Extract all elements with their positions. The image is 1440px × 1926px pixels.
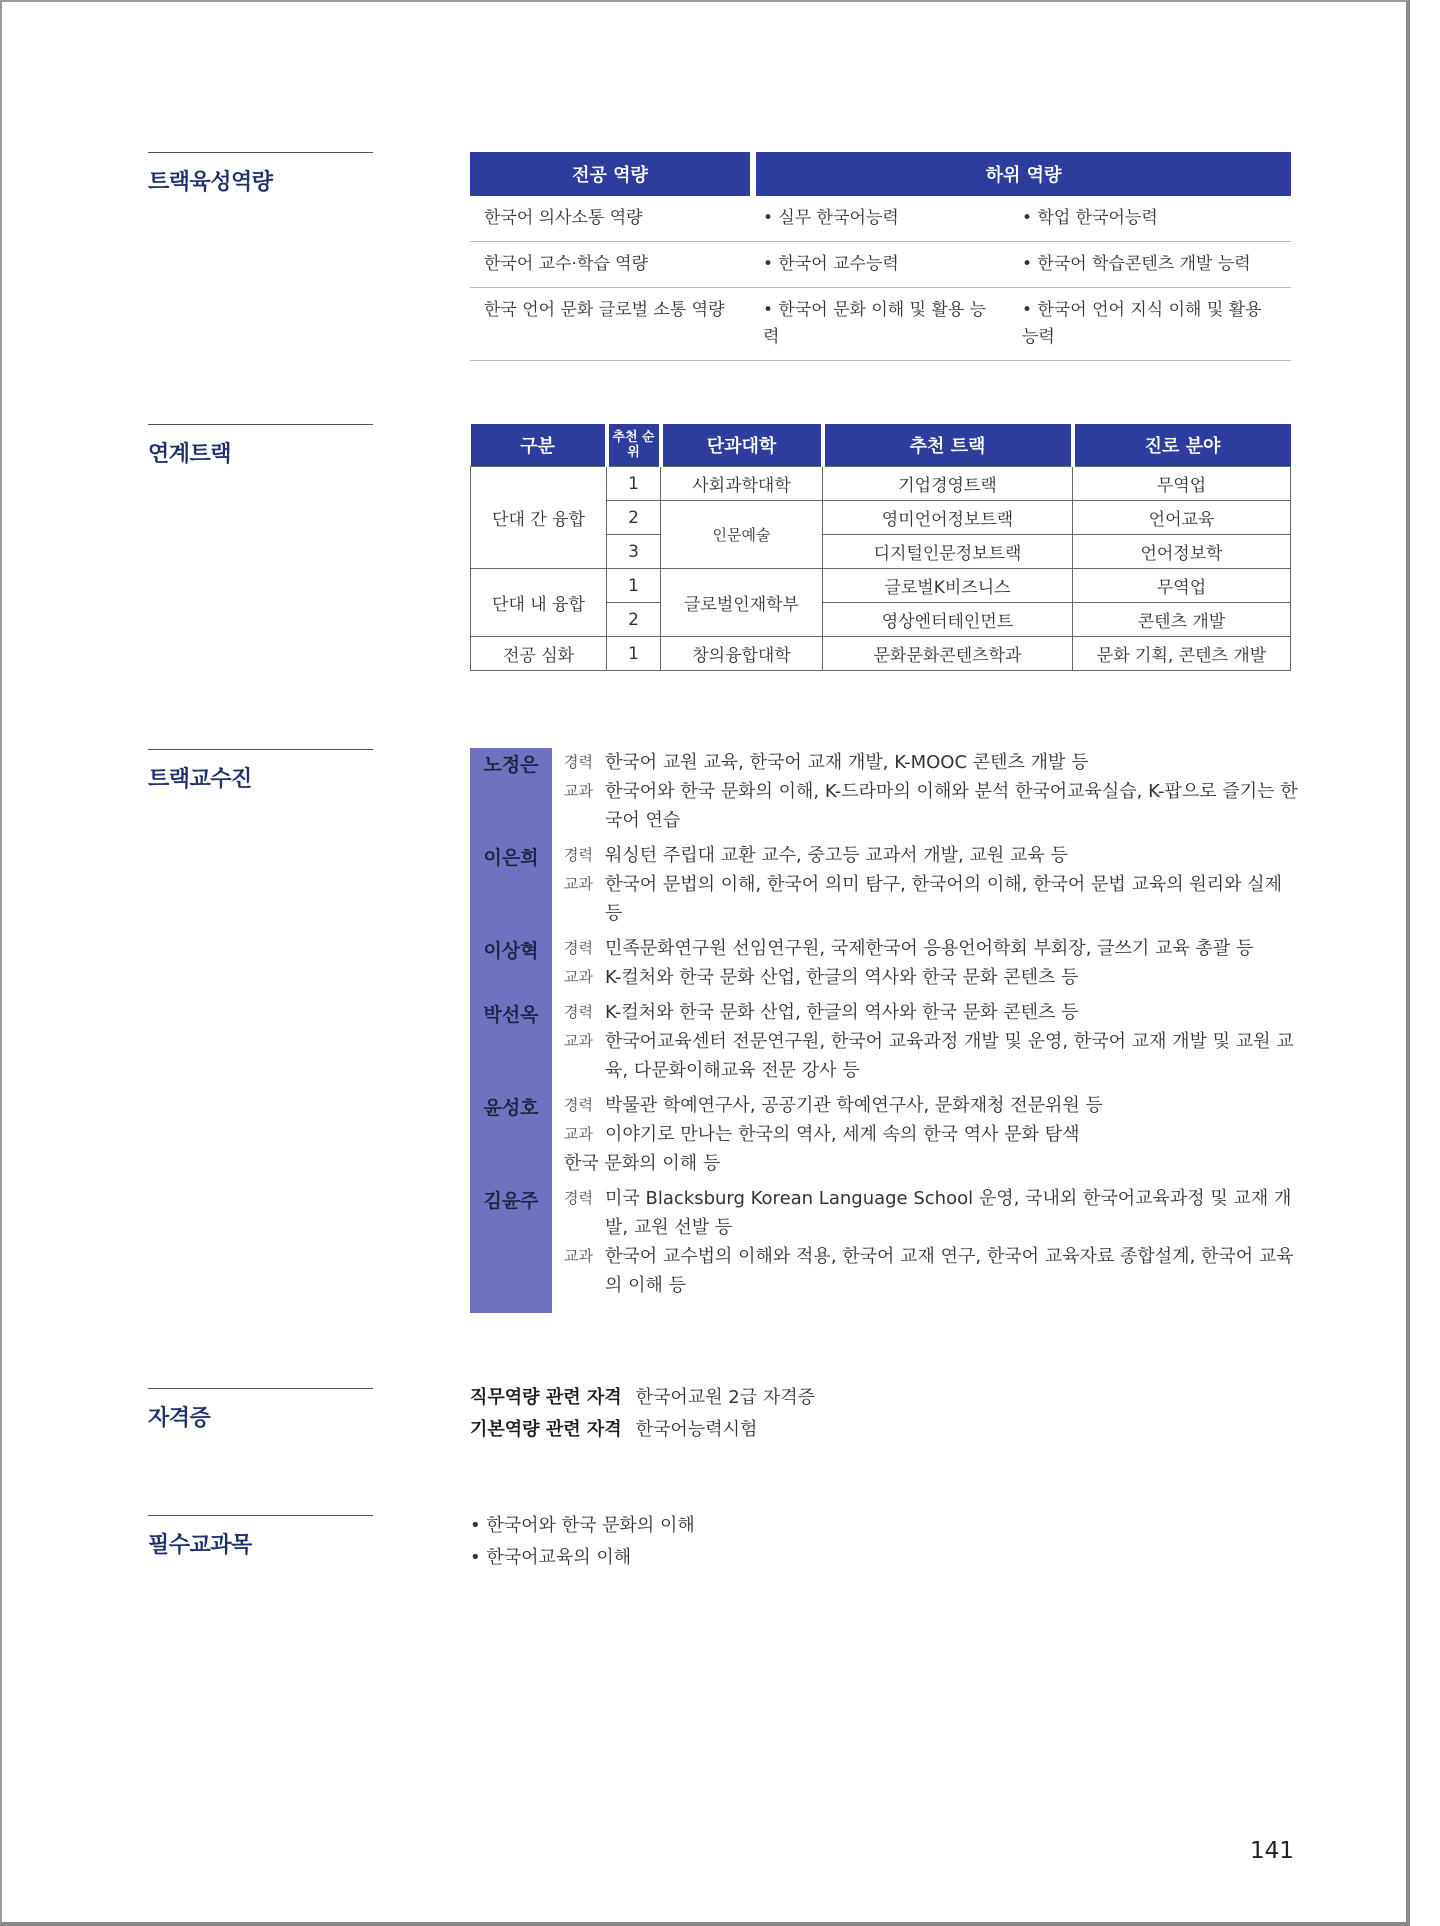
required-courses (470, 1510, 695, 1574)
header-rank: 추천 순위 (607, 424, 661, 467)
section-heading-required: 필수교과목 (148, 1515, 373, 1559)
section-heading-linked-track: 연계트랙 (148, 424, 373, 468)
faculty-entry (470, 841, 1300, 928)
rank-cell: 3 (607, 535, 661, 569)
sub-cell: • 한국어 언어 지식 이해 및 활용 능력 (1012, 288, 1291, 361)
group-cell: 단대 간 융합 (471, 467, 607, 569)
faculty-career: 한국어 교원 교육, 한국어 교재 개발, K-MOOC 콘텐츠 개발 등 (605, 752, 1089, 773)
header-track: 추천 트랙 (823, 424, 1073, 467)
rank-cell: 2 (607, 501, 661, 535)
faculty-course: 이야기로 만나는 한국의 역사, 세계 속의 한국 역사 문화 탐색 (605, 1124, 1080, 1145)
section-heading-faculty: 트랙교수진 (148, 749, 373, 793)
header-college: 단과대학 (661, 424, 823, 467)
faculty-career: 미국 Blacksburg Korean Language School 운영, 국내외 한국어교육과정 및 교재 개발, 교원 선발 등 (605, 1188, 1292, 1238)
career-cell: 언어교육 (1073, 501, 1291, 535)
track-cell: 영미언어정보트랙 (823, 501, 1073, 535)
sub-cell: • 한국어 문화 이해 및 활용 능력 (753, 288, 1012, 361)
career-tag: 경력 (564, 753, 593, 771)
faculty-name: 이상혁 (483, 940, 539, 962)
header-career: 진로 분야 (1073, 424, 1291, 467)
faculty-course: 한국어교육센터 전문연구원, 한국어 교육과정 개발 및 운영, 한국어 교재 개발 및 교원 교육, 다문화이해교육 전문 강사 등 (605, 1031, 1294, 1081)
list-item: • 한국어교육의 이해 (470, 1547, 632, 1568)
faculty-name: 노정은 (483, 754, 539, 776)
basic-cert-label: 기본역량 관련 자격 (470, 1419, 622, 1440)
course-tag: 교과 (564, 1247, 593, 1265)
course-tag: 교과 (564, 875, 593, 893)
linked-track-table (470, 424, 1291, 671)
table-row (470, 196, 1291, 242)
college-cell: 사회과학대학 (661, 467, 823, 501)
job-cert-value: 한국어교원 2급 자격증 (635, 1387, 816, 1408)
major-cell: 한국 언어 문화 글로벌 소통 역량 (470, 288, 753, 361)
sub-cell: • 한국어 교수능력 (753, 242, 1012, 288)
group-cell: 전공 심화 (471, 637, 607, 671)
section-heading-certification: 자격증 (148, 1388, 373, 1432)
faculty-list (470, 748, 1300, 1306)
table-row (471, 467, 1291, 501)
header-sub-competency: 하위 역량 (753, 152, 1291, 196)
faculty-entry (470, 1184, 1300, 1300)
college-cell: 인문예술 (661, 501, 823, 569)
track-cell: 문화문화콘텐츠학과 (823, 637, 1073, 671)
course-tag: 교과 (564, 1125, 593, 1143)
page-number: 141 (1250, 1838, 1294, 1864)
rank-cell: 1 (607, 569, 661, 603)
header-category: 구분 (471, 424, 607, 467)
faculty-name: 윤성호 (483, 1097, 539, 1119)
career-cell: 무역업 (1073, 569, 1291, 603)
career-tag: 경력 (564, 1189, 593, 1207)
career-tag: 경력 (564, 1003, 593, 1021)
college-cell: 창의융합대학 (661, 637, 823, 671)
faculty-name: 김윤주 (483, 1190, 539, 1212)
faculty-course: 한국어 교수법의 이해와 적용, 한국어 교재 연구, 한국어 교육자료 종합설계, 한국어 교육의 이해 등 (605, 1246, 1294, 1296)
header-major-competency: 전공 역량 (470, 152, 753, 196)
track-cell: 기업경영트랙 (823, 467, 1073, 501)
track-cell: 디지털인문정보트랙 (823, 535, 1073, 569)
career-tag: 경력 (564, 846, 593, 864)
list-item: • 한국어와 한국 문화의 이해 (470, 1515, 695, 1536)
certification-block (470, 1382, 815, 1446)
faculty-entry (470, 998, 1300, 1085)
rank-cell: 1 (607, 467, 661, 501)
career-cell: 문화 기획, 콘텐츠 개발 (1073, 637, 1291, 671)
sub-cell: • 한국어 학습콘텐츠 개발 능력 (1012, 242, 1291, 288)
job-cert-label: 직무역량 관련 자격 (470, 1387, 622, 1408)
sub-cell: • 실무 한국어능력 (753, 196, 1012, 242)
rank-cell: 1 (607, 637, 661, 671)
course-tag: 교과 (564, 1032, 593, 1050)
career-cell: 무역업 (1073, 467, 1291, 501)
career-cell: 콘텐츠 개발 (1073, 603, 1291, 637)
basic-cert-value: 한국어능력시험 (635, 1419, 758, 1440)
faculty-entry (470, 934, 1300, 992)
career-tag: 경력 (564, 939, 593, 957)
faculty-career: 박물관 학예연구사, 공공기관 학예연구사, 문화재청 전문위원 등 (605, 1095, 1103, 1116)
table-row (471, 569, 1291, 603)
major-cell: 한국어 의사소통 역량 (470, 196, 753, 242)
college-cell: 글로벌인재학부 (661, 569, 823, 637)
table-row (471, 637, 1291, 671)
faculty-name: 박선옥 (483, 1004, 539, 1026)
faculty-career: 워싱턴 주립대 교환 교수, 중고등 교과서 개발, 교원 교육 등 (605, 845, 1068, 866)
group-cell: 단대 내 융합 (471, 569, 607, 637)
course-tag: 교과 (564, 968, 593, 986)
major-cell: 한국어 교수·학습 역량 (470, 242, 753, 288)
competency-table (470, 152, 1291, 361)
faculty-course: 한국어 문법의 이해, 한국어 의미 탐구, 한국어의 이해, 한국어 문법 교육의 원리와 실제 등 (605, 874, 1283, 924)
faculty-career: 민족문화연구원 선임연구원, 국제한국어 응용언어학회 부회장, 글쓰기 교육 총괄 등 (605, 938, 1254, 959)
faculty-course: K-컬처와 한국 문화 산업, 한글의 역사와 한국 문화 콘텐츠 등 (605, 967, 1079, 988)
rank-cell: 2 (607, 603, 661, 637)
track-cell: 글로벌K비즈니스 (823, 569, 1073, 603)
sub-cell: • 학업 한국어능력 (1012, 196, 1291, 242)
table-row (470, 242, 1291, 288)
section-heading-competency: 트랙육성역량 (148, 152, 373, 196)
faculty-extra: 한국 문화의 이해 등 (564, 1153, 721, 1174)
faculty-career: K-컬처와 한국 문화 산업, 한글의 역사와 한국 문화 콘텐츠 등 (605, 1002, 1079, 1023)
faculty-entry (470, 748, 1300, 835)
faculty-course: 한국어와 한국 문화의 이해, K-드라마의 이해와 분석 한국어교육실습, K-팝으로 즐기는 한국어 연습 (605, 781, 1298, 831)
course-tag: 교과 (564, 782, 593, 800)
faculty-name: 이은희 (483, 847, 539, 869)
table-row (470, 288, 1291, 361)
faculty-entry (470, 1091, 1300, 1178)
track-cell: 영상엔터테인먼트 (823, 603, 1073, 637)
career-tag: 경력 (564, 1096, 593, 1114)
career-cell: 언어정보학 (1073, 535, 1291, 569)
